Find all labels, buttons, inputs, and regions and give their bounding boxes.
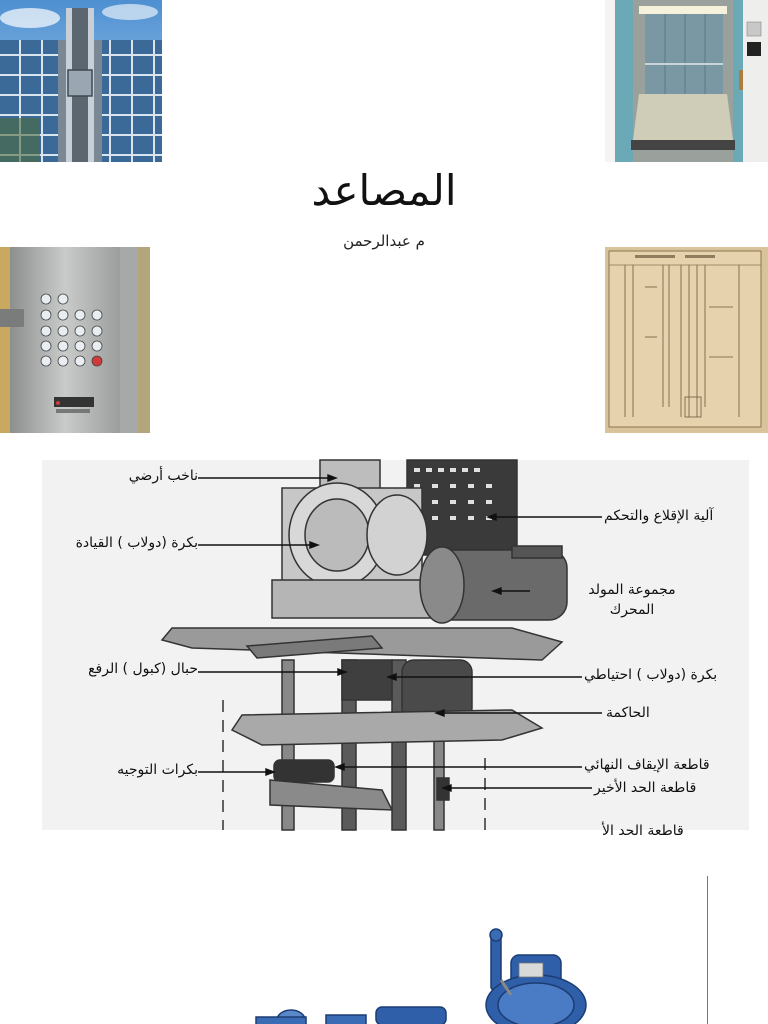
- label-motor-generator-line1: مجموعة المولد: [588, 582, 676, 598]
- label-motor-generator-line2: المحرك: [609, 602, 655, 618]
- electric-motor-photo: [236, 925, 596, 1024]
- label-hoist-ropes: حبال (كبول ) الرفع: [88, 661, 198, 677]
- label-drive-sheave: بكرة (دولاب ) القيادة: [75, 535, 198, 551]
- elevator-blueprint-photo: [605, 247, 768, 433]
- label-guide-sheaves: بكرات التوجيه: [117, 762, 198, 778]
- elevator-machinery-diagram: [42, 460, 749, 839]
- label-governor: الحاكمة: [606, 705, 650, 721]
- label-ground-selector: ناخب أرضي: [128, 468, 198, 484]
- elevator-button-panel-photo: [0, 247, 150, 433]
- label-motor-generator: [532, 580, 732, 620]
- label-partial-cutoff: قاطعة الحد الأ: [602, 823, 684, 839]
- label-last-limit-switch: قاطعة الحد الأخير: [594, 780, 697, 796]
- divider-line: [707, 876, 708, 1024]
- author-name: م عبدالرحمن: [343, 232, 425, 250]
- elevator-cabin-photo: [605, 0, 768, 162]
- label-control-mechanism: آلية الإقلاع والتحكم: [604, 508, 714, 524]
- page-title: المصاعد: [311, 166, 457, 215]
- glass-building-elevator-photo: [0, 0, 162, 162]
- label-spare-sheave: بكرة (دولاب ) احتياطي: [584, 667, 718, 683]
- label-final-stop-switch: قاطعة الإيقاف النهائي: [584, 757, 710, 773]
